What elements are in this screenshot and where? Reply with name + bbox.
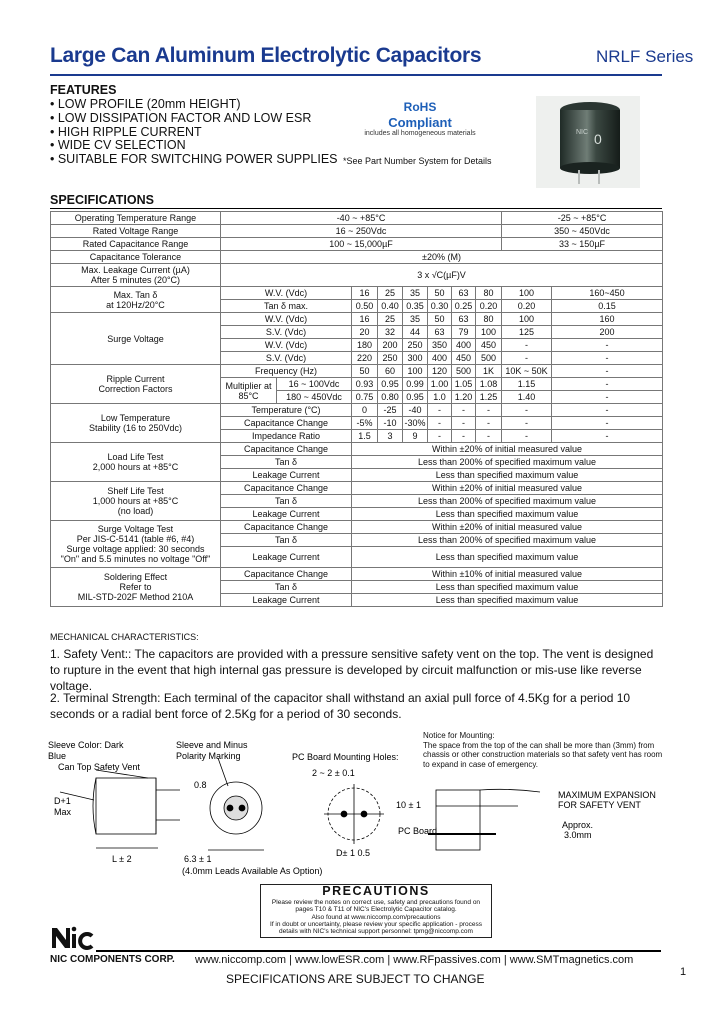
spec-label: Surge Voltage Test Per JIS-C-5141 (table #6, #4) Surge voltage applied: 30 seconds "On" and 5.5 minutes no voltage "Off" — [51, 521, 221, 568]
mounting-notice — [423, 731, 663, 769]
table-row — [51, 521, 663, 534]
feature-item: • HIGH RIPPLE CURRENT — [50, 124, 202, 139]
table-cell: 80 — [476, 313, 502, 326]
spec-label: Max. Leakage Current (µA) After 5 minutes (20°C) — [51, 264, 221, 287]
table-cell: - — [476, 430, 502, 443]
table-cell: 0.20 — [476, 300, 502, 313]
table-cell: 1.08 — [476, 378, 502, 391]
table-cell: Leakage Current — [221, 547, 352, 568]
table-cell: 1.25 — [476, 391, 502, 404]
spec-label: Ripple Current Correction Factors — [51, 365, 221, 404]
table-cell: - — [502, 404, 552, 417]
table-row — [51, 225, 663, 238]
spec-value: 3 x √C(µF)V — [221, 264, 663, 287]
table-cell: 0.40 — [378, 300, 403, 313]
spec-label: Rated Capacitance Range — [51, 238, 221, 251]
spec-label: Soldering Effect Refer to MIL-STD-202F Method 210A — [51, 568, 221, 607]
table-cell: 35 — [403, 313, 428, 326]
table-cell: 1.0 — [428, 391, 452, 404]
table-cell: 0.20 — [502, 300, 552, 313]
table-cell: Less than 200% of specified maximum value — [352, 534, 663, 547]
table-cell: 300 — [403, 352, 428, 365]
table-cell: 80 — [476, 287, 502, 300]
table-cell: - — [452, 430, 476, 443]
spec-value: -25 ~ +85°C — [502, 212, 663, 225]
row-label: S.V. (Vdc) — [221, 352, 352, 365]
table-cell: Less than specified maximum value — [352, 581, 663, 594]
table-cell: Leakage Current — [221, 508, 352, 521]
table-cell: 63 — [428, 326, 452, 339]
table-cell: - — [552, 378, 663, 391]
row-label: 16 ~ 100Vdc — [277, 378, 352, 391]
table-cell: 500 — [476, 352, 502, 365]
table-cell: 0.99 — [403, 378, 428, 391]
page-number: 1 — [680, 966, 687, 978]
table-cell: 400 — [428, 352, 452, 365]
spec-label: Surge Voltage — [51, 313, 221, 365]
spec-label: Low Temperature Stability (16 to 250Vdc) — [51, 404, 221, 443]
table-cell: - — [552, 391, 663, 404]
dia-label: D± 1 0.5 — [336, 848, 370, 858]
d-plus-label: D+1 — [54, 796, 71, 806]
table-cell: 25 — [378, 313, 403, 326]
table-cell: -10 — [378, 417, 403, 430]
table-cell: 3 — [378, 430, 403, 443]
spec-value: ±20% (M) — [221, 251, 663, 264]
table-cell: -5% — [352, 417, 378, 430]
spec-label: Operating Temperature Range — [51, 212, 221, 225]
polarity-mark-label: Polarity Marking — [176, 751, 241, 761]
table-cell: - — [428, 430, 452, 443]
table-row — [51, 287, 663, 300]
row-label: W.V. (Vdc) — [221, 339, 352, 352]
table-cell: - — [502, 352, 552, 365]
spec-divider — [50, 208, 662, 209]
features-list — [50, 98, 338, 167]
table-cell: 1.40 — [502, 391, 552, 404]
table-cell: 450 — [476, 339, 502, 352]
table-cell: 16 — [352, 287, 378, 300]
table-cell: Leakage Current — [221, 469, 352, 482]
table-cell: 44 — [403, 326, 428, 339]
page-title: Large Can Aluminum Electrolytic Capacitors — [50, 44, 482, 67]
nic-logo — [50, 924, 94, 950]
specifications-heading: SPECIFICATIONS — [50, 193, 154, 207]
spec-label: Max. Tan δ at 120Hz/20°C — [51, 287, 221, 313]
table-cell: Within ±20% of initial measured value — [352, 443, 663, 456]
table-cell: 0.95 — [378, 378, 403, 391]
svg-text:0: 0 — [594, 131, 602, 147]
table-cell: 120 — [428, 365, 452, 378]
spec-label: Capacitance Tolerance — [51, 251, 221, 264]
row-label: Capacitance Change — [221, 417, 352, 430]
rohs-label: RoHS — [403, 100, 437, 114]
rohs-note: includes all homogeneous materials — [364, 130, 476, 137]
approx-2: 3.0mm — [564, 830, 592, 840]
mount-title: Notice for Mounting: — [423, 731, 495, 740]
table-cell: 100 — [403, 365, 428, 378]
row-label: 180 ~ 450Vdc — [277, 391, 352, 404]
table-cell: 180 — [352, 339, 378, 352]
mounted-can — [428, 789, 540, 850]
table-cell: 0 — [352, 404, 378, 417]
can-side-view — [60, 770, 180, 848]
table-cell: - — [428, 404, 452, 417]
table-cell: 1K — [476, 365, 502, 378]
table-cell: - — [476, 404, 502, 417]
table-row — [51, 238, 663, 251]
feature-item: • SUITABLE FOR SWITCHING POWER SUPPLIES — [50, 152, 338, 167]
row-label: Multiplier at 85°C — [221, 378, 277, 404]
specifications-table — [50, 211, 663, 607]
table-cell: 50 — [352, 365, 378, 378]
table-cell: 50 — [428, 287, 452, 300]
table-cell: 63 — [452, 313, 476, 326]
spec-value: 16 ~ 250Vdc — [221, 225, 502, 238]
table-row — [51, 251, 663, 264]
table-cell: 9 — [403, 430, 428, 443]
table-cell: Less than 200% of specified maximum value — [352, 456, 663, 469]
max-expansion-2: FOR SAFETY VENT — [558, 800, 641, 810]
table-cell: 50 — [428, 313, 452, 326]
spec-value: 33 ~ 150µF — [502, 238, 663, 251]
table-cell: Leakage Current — [221, 594, 352, 607]
table-cell: 200 — [552, 326, 663, 339]
mounting-holes — [324, 784, 384, 844]
title-divider — [50, 74, 662, 76]
sleeve-polarity-label: Sleeve and Minus — [176, 740, 248, 750]
table-cell: - — [552, 352, 663, 365]
table-cell: 0.25 — [452, 300, 476, 313]
table-cell: - — [502, 339, 552, 352]
table-cell: Tan δ — [221, 534, 352, 547]
table-cell: - — [552, 417, 663, 430]
row-label: Impedance Ratio — [221, 430, 352, 443]
row-label: Frequency (Hz) — [221, 365, 352, 378]
table-cell: - — [552, 365, 663, 378]
row-label: S.V. (Vdc) — [221, 326, 352, 339]
part-number-note: *See Part Number System for Details — [343, 156, 492, 166]
table-cell: 100 — [502, 287, 552, 300]
series-name: NRLF Series — [596, 47, 694, 66]
table-cell: - — [502, 430, 552, 443]
table-cell: 500 — [452, 365, 476, 378]
table-cell: -40 — [403, 404, 428, 417]
table-cell: 0.93 — [352, 378, 378, 391]
table-cell: 16 — [352, 313, 378, 326]
table-cell: Less than specified maximum value — [352, 547, 663, 568]
spec-value: 100 ~ 15,000µF — [221, 238, 502, 251]
table-cell: Less than 200% of specified maximum value — [352, 495, 663, 508]
table-cell: Capacitance Change — [221, 521, 352, 534]
leads-note: (4.0mm Leads Available As Option) — [182, 866, 323, 876]
sleeve-color-label: Sleeve Color: Dark — [48, 740, 124, 750]
capacitor-photo — [536, 96, 640, 188]
max-expansion-1: MAXIMUM EXPANSION — [558, 790, 656, 800]
precautions-body: Please review the notes on correct use, safety and precautions found on pages T10 & T11 of NIC's Electrolytic Capacitor catalog. Also found at www.niccomp.com/precautions If in doubt or uncertainty, please review your specific application - process details with NIC's technical support personnel: tpmg@niccomp.com — [270, 899, 482, 936]
mount-body: The space from the top of the can shall be more than (3mm) from chassis or other construction materials so that safety vent has room to expand in case of emergency. — [423, 740, 663, 769]
table-cell: 160~450 — [552, 287, 663, 300]
table-cell: 1.5 — [352, 430, 378, 443]
pc-board-label: PC Board — [398, 826, 438, 836]
pc-holes-label: PC Board Mounting Holes: — [292, 752, 399, 762]
table-cell: Within ±20% of initial measured value — [352, 482, 663, 495]
hole-dim: 2 ~ 2 ± 0.1 — [312, 768, 355, 778]
svg-text:NIC: NIC — [576, 129, 589, 136]
table-cell: 450 — [452, 352, 476, 365]
table-cell: 0.75 — [352, 391, 378, 404]
table-cell: - — [552, 404, 663, 417]
row-label: Tan δ max. — [221, 300, 352, 313]
row-label: W.V. (Vdc) — [221, 313, 352, 326]
table-row — [51, 365, 663, 378]
table-cell: 0.50 — [352, 300, 378, 313]
company-name: NIC COMPONENTS CORP. — [50, 954, 175, 965]
table-cell: Less than specified maximum value — [352, 508, 663, 521]
max-label: Max — [54, 807, 72, 817]
table-row — [51, 568, 663, 581]
table-cell: - — [476, 417, 502, 430]
table-row — [51, 404, 663, 417]
subject-to-change: SPECIFICATIONS ARE SUBJECT TO CHANGE — [226, 972, 485, 986]
table-cell: - — [452, 404, 476, 417]
sleeve-color-value: Blue — [48, 751, 67, 761]
table-cell: Less than specified maximum value — [352, 594, 663, 607]
row-label: Temperature (°C) — [221, 404, 352, 417]
table-cell: 250 — [378, 352, 403, 365]
dim-08: 0.8 — [194, 780, 207, 790]
table-cell: 10K ~ 50K — [502, 365, 552, 378]
table-cell: - — [552, 339, 663, 352]
table-cell: 400 — [452, 339, 476, 352]
table-cell: 60 — [378, 365, 403, 378]
compliant-label: Compliant — [388, 115, 452, 130]
table-cell: Tan δ — [221, 581, 352, 594]
can-bottom-view — [208, 758, 264, 850]
table-cell: 100 — [476, 326, 502, 339]
terminal-strength-paragraph: 2. Terminal Strength: Each terminal of the capacitor shall withstand an axial pull force of 4.5Kg for a period 10 seconds or a radial bent force of 2.5Kg for a period of 30 seconds. — [50, 691, 631, 721]
table-cell: 350 — [428, 339, 452, 352]
table-cell: 25 — [378, 287, 403, 300]
table-cell: 32 — [378, 326, 403, 339]
table-cell: 0.95 — [403, 391, 428, 404]
table-cell: 1.05 — [452, 378, 476, 391]
table-cell: - — [452, 417, 476, 430]
table-cell: 35 — [403, 287, 428, 300]
table-cell: 1.20 — [452, 391, 476, 404]
table-row — [51, 313, 663, 326]
table-cell: - — [552, 430, 663, 443]
precautions-title: PRECAUTIONS — [261, 885, 491, 898]
table-cell: Within ±10% of initial measured value — [352, 568, 663, 581]
feature-item: • WIDE CV SELECTION — [50, 138, 186, 153]
table-cell: 0.35 — [403, 300, 428, 313]
spec-value: -40 ~ +85°C — [221, 212, 502, 225]
footer-links[interactable]: www.niccomp.com | www.lowESR.com | www.RFpassives.com | www.SMTmagnetics.com — [195, 954, 634, 966]
spec-label: Load Life Test 2,000 hours at +85°C — [51, 443, 221, 482]
top-vent-label: Can Top Safety Vent — [58, 762, 140, 772]
features-heading: FEATURES — [50, 83, 117, 97]
table-cell: 200 — [378, 339, 403, 352]
spec-value: 350 ~ 450Vdc — [502, 225, 663, 238]
table-cell: Tan δ — [221, 456, 352, 469]
table-cell: Less than specified maximum value — [352, 469, 663, 482]
table-cell: 63 — [452, 287, 476, 300]
table-cell: 1.00 — [428, 378, 452, 391]
table-row — [51, 443, 663, 456]
table-cell: 79 — [452, 326, 476, 339]
table-cell: 100 — [502, 313, 552, 326]
table-cell: Capacitance Change — [221, 443, 352, 456]
table-cell: 125 — [502, 326, 552, 339]
table-cell: - — [428, 417, 452, 430]
table-cell: 0.80 — [378, 391, 403, 404]
table-cell: Within ±20% of initial measured value — [352, 521, 663, 534]
feature-item: • LOW DISSIPATION FACTOR AND LOW ESR — [50, 110, 312, 125]
table-cell: 250 — [403, 339, 428, 352]
table-cell: 20 — [352, 326, 378, 339]
rohs-badge — [364, 100, 476, 137]
spec-label: Shelf Life Test 1,000 hours at +85°C (no load) — [51, 482, 221, 521]
table-cell: 0.30 — [428, 300, 452, 313]
footer-divider — [96, 950, 661, 952]
dim-63: 6.3 ± 1 — [184, 854, 212, 864]
table-cell: 220 — [352, 352, 378, 365]
table-cell: 0.15 — [552, 300, 663, 313]
table-cell: Tan δ — [221, 495, 352, 508]
table-cell: -25 — [378, 404, 403, 417]
table-row — [51, 264, 663, 287]
table-cell: -30% — [404, 418, 426, 428]
precautions-box — [260, 884, 492, 938]
approx-1: Approx. — [562, 820, 594, 830]
mechanical-heading: MECHANICAL CHARACTERISTICS: — [50, 632, 199, 642]
pitch-label: 10 ± 1 — [396, 800, 421, 810]
table-cell: 160 — [552, 313, 663, 326]
row-label: W.V. (Vdc) — [221, 287, 352, 300]
safety-vent-paragraph: 1. Safety Vent:: The capacitors are provided with a pressure sensitive safety vent on the top. The vent is designed to rupture in the event that high internal gas pressure is developed by circuit malfunction or mis-use like reverse voltage. — [50, 647, 654, 693]
table-cell: 1.15 — [502, 378, 552, 391]
table-cell: Capacitance Change — [221, 482, 352, 495]
table-row — [51, 212, 663, 225]
table-row — [51, 482, 663, 495]
table-cell: - — [502, 417, 552, 430]
table-cell: Capacitance Change — [221, 568, 352, 581]
spec-label: Rated Voltage Range — [51, 225, 221, 238]
feature-item: • LOW PROFILE (20mm HEIGHT) — [50, 97, 241, 111]
length-label: L ± 2 — [112, 854, 132, 864]
